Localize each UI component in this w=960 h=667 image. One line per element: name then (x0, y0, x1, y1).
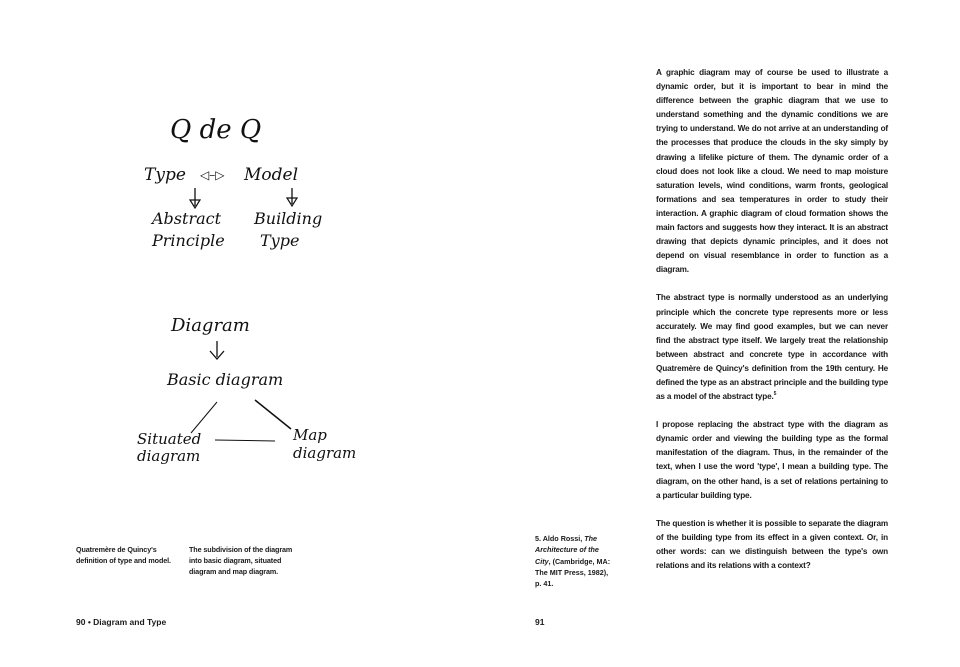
paragraph: The abstract type is normally understood as an underlying principle which the concrete type represents more or less accurately. We may find good examples, but we can never find the abstract type itself. We largely treat the relationship between abstract and concrete type in accordance with Quatremère de Quincy's definition from the 19th century. He defined the type as an abstract principle and the building type as a model of the abstract type.$^5$ (656, 293, 888, 402)
diagram-subdivision-sketch (125, 305, 375, 475)
sketch-type-label: Type (144, 165, 186, 185)
caption-type-model: Quatremère de Quincy's definition of type and model. (76, 545, 171, 565)
right-page (480, 0, 960, 667)
sketch-map-diagram-label: diagram (293, 444, 357, 462)
bidirectional-arrow-icon: ◁–▷ (200, 168, 225, 182)
sketch-diagram-label: Diagram (171, 315, 250, 336)
sketch-title: Q de Q (170, 115, 262, 145)
body-text (656, 66, 888, 587)
sketch-abstract-label: Abstract (152, 209, 222, 228)
paragraph: The question is whether it is possible to separate the diagram of the building type from its effect in a given context. Or, in other words: can we distinguish between the type's own relations and its relations with a context? (656, 518, 888, 570)
sketch-building-label: Building (254, 209, 323, 228)
footnote-marker: 5 (773, 391, 777, 398)
arrow-down-icon (190, 188, 200, 208)
page-number-left: 90 • Diagram and Type (76, 617, 167, 627)
arrow-down-icon (287, 188, 297, 206)
sketch-model-label: Model (244, 165, 299, 185)
type-model-sketch (130, 100, 360, 260)
sketch-basic-diagram-label: Basic diagram (167, 370, 284, 389)
footnote: 5. Aldo Rossi, The Architecture of the City, (Cambridge, MA: The MIT Press, 1982), p. 41. (535, 534, 611, 589)
paragraph: I propose replacing the abstract type with the diagram as dynamic order and viewing the building type as the formal manifestation of the diagram. Thus, in the remainder of the text, when I use the word 'type', I mean a building type. The diagram, on the other hand, is a set of relations pertaining to a particular building type. (656, 420, 888, 500)
arrow-down-icon (210, 341, 224, 359)
sketch-situated-diagram-label: diagram (137, 447, 201, 465)
footnote-book-title: The Architecture of the City (535, 534, 599, 566)
paragraph: A graphic diagram may of course be used to illustrate a dynamic order, but it is important to bear in mind the difference between the graphic diagram that we use to understand something and the dynamic conditions we are trying to understand. We do not arrive at an understanding of the processes that produce the clouds in the sky simply by drawing a lifelike picture of them. The dynamic order of a cloud does not look like a cloud. We need to map moisture saturation levels, wind conditions, warm fronts, geological formations and sea temperatures in order to study their interaction. A graphic diagram of cloud formation shows the main factors and suggests how they interact. It is an abstract drawing that depicts dynamic principles, and it does not depend on visual resemblance in order to function as a diagram. (656, 68, 888, 275)
sketch-map-label: Map (293, 426, 327, 444)
caption-diagram-subdivision: The subdivision of the diagram into basic diagram, situated diagram and map diagram. (189, 545, 293, 576)
sketch-type-result-label: Type (260, 231, 300, 250)
sketch-principle-label: Principle (152, 231, 225, 250)
sketch-situated-label: Situated (137, 430, 202, 448)
page-number-right: 91 (535, 617, 545, 627)
